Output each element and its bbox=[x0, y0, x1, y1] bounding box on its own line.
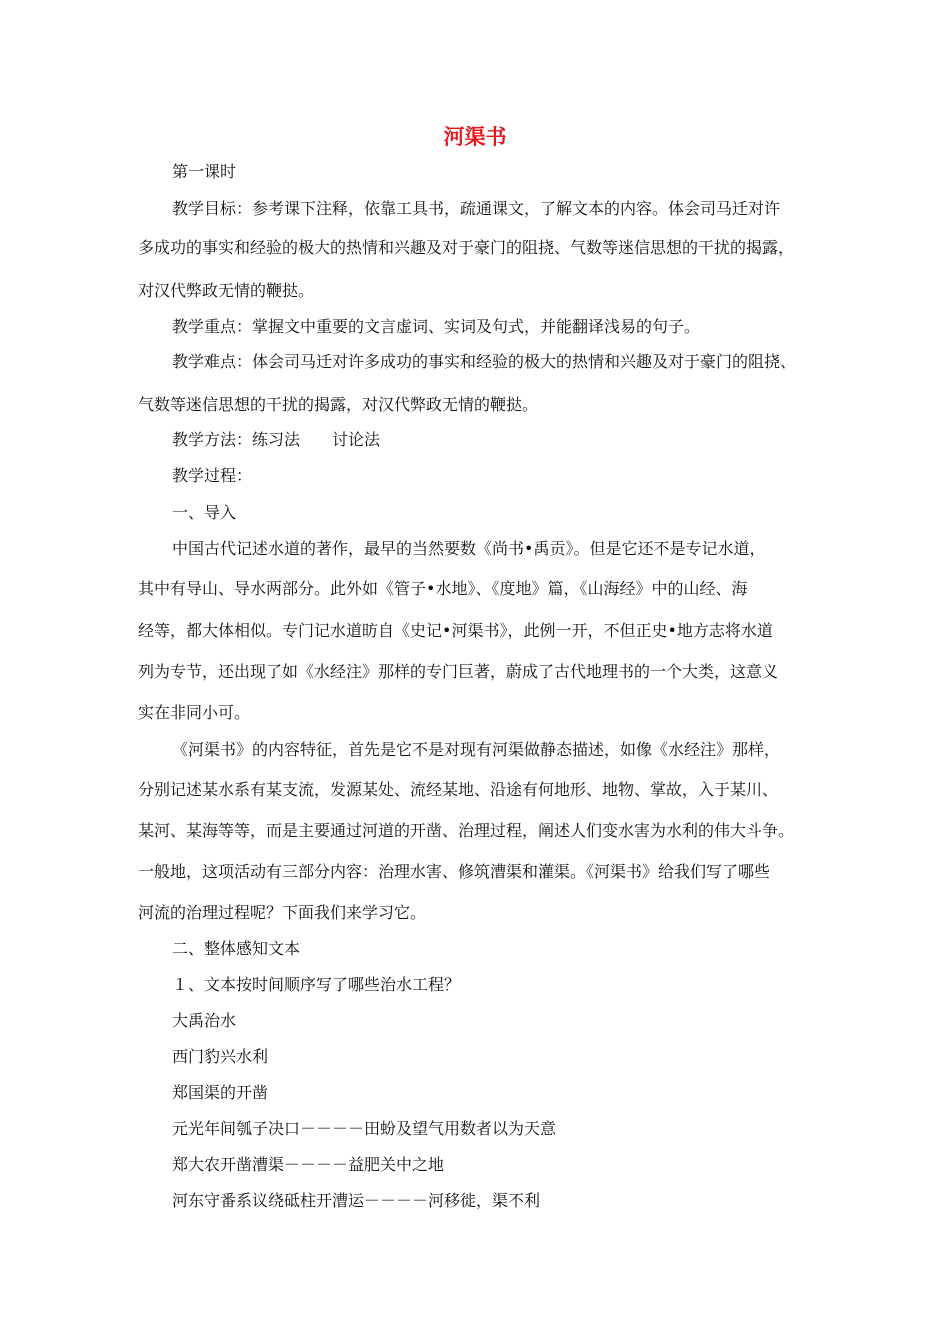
intro-para-line-2: 其中有导山、导水两部分。此外如《管子•水地》、《度地》篇，《山海经》中的山经、海 bbox=[138, 579, 748, 598]
difficulties-line-1: 教学难点：体会司马迁对许多成功的事实和经验的极大的热情和兴趣及对于豪门的阻挠、 bbox=[172, 352, 797, 371]
feature-para-line-5: 河流的治理过程呢？下面我们来学习它。 bbox=[138, 903, 427, 922]
feature-para-line-2: 分别记述某水系有某支流，发源某处、流经某地、沿途有何地形、地物、掌故，入于某川、 bbox=[138, 780, 779, 799]
project-item: 郑大农开凿漕渠－－－－益肥关中之地 bbox=[172, 1155, 445, 1174]
methods-label: 教学方法：练习法 bbox=[172, 430, 301, 449]
feature-para-line-4: 一般地，这项活动有三部分内容：治理水害、修筑漕渠和灌渠。《河渠书》给我们写了哪些 bbox=[138, 862, 771, 881]
project-item: 河东守番系议绕砥柱开漕运－－－－河移徙，渠不利 bbox=[172, 1191, 541, 1210]
methods-second: 讨论法 bbox=[332, 430, 381, 449]
lesson-label: 第一课时 bbox=[172, 162, 237, 181]
feature-para-line-1: 《河渠书》的内容特征，首先是它不是对现有河渠做静态描述，如像《水经注》那样， bbox=[172, 740, 781, 759]
project-item: 西门豹兴水利 bbox=[172, 1047, 269, 1066]
project-item: 大禹治水 bbox=[172, 1011, 237, 1030]
goals-line-1: 教学目标：参考课下注释，依靠工具书，疏通课文，了解文本的内容。体会司马迁对许 bbox=[172, 199, 781, 218]
section-heading-intro: 一、导入 bbox=[172, 503, 237, 522]
teaching-process-label: 教学过程： bbox=[172, 466, 253, 485]
intro-para-line-4: 列为专节，还出现了如《水经注》那样的专门巨著，蔚成了古代地理书的一个大类，这意义 bbox=[138, 662, 779, 681]
goals-line-2: 多成功的事实和经验的极大的热情和兴趣及对于豪门的阻挠、气数等迷信思想的干扰的揭露， bbox=[138, 238, 795, 257]
project-item: 元光年间瓠子决口－－－－田蚡及望气用数者以为天意 bbox=[172, 1119, 557, 1138]
section-heading-overview: 二、整体感知文本 bbox=[172, 939, 301, 958]
intro-para-line-3: 经等，都大体相似。专门记水道昉自《史记•河渠书》，此例一开，不但正史•地方志将水道 bbox=[138, 621, 773, 640]
intro-para-line-1: 中国古代记述水道的著作，最早的当然要数《尚书•禹贡》。但是它还不是专记水道， bbox=[172, 539, 766, 558]
feature-para-line-3: 某河、某海等等，而是主要通过河道的开凿、治理过程，阐述人们变水害为水利的伟大斗争。 bbox=[138, 821, 795, 840]
project-item: 郑国渠的开凿 bbox=[172, 1083, 269, 1102]
intro-para-line-5: 实在非同小可。 bbox=[138, 703, 251, 722]
key-points: 教学重点：掌握文中重要的文言虚词、实词及句式，并能翻译浅易的句子。 bbox=[172, 317, 701, 336]
goals-line-3: 对汉代弊政无情的鞭挞。 bbox=[138, 281, 315, 300]
difficulties-line-2: 气数等迷信思想的干扰的揭露，对汉代弊政无情的鞭挞。 bbox=[138, 395, 539, 414]
question-1: １、文本按时间顺序写了哪些治水工程？ bbox=[172, 975, 461, 994]
teaching-methods bbox=[172, 429, 380, 451]
document-title: 河渠书 bbox=[443, 124, 507, 149]
